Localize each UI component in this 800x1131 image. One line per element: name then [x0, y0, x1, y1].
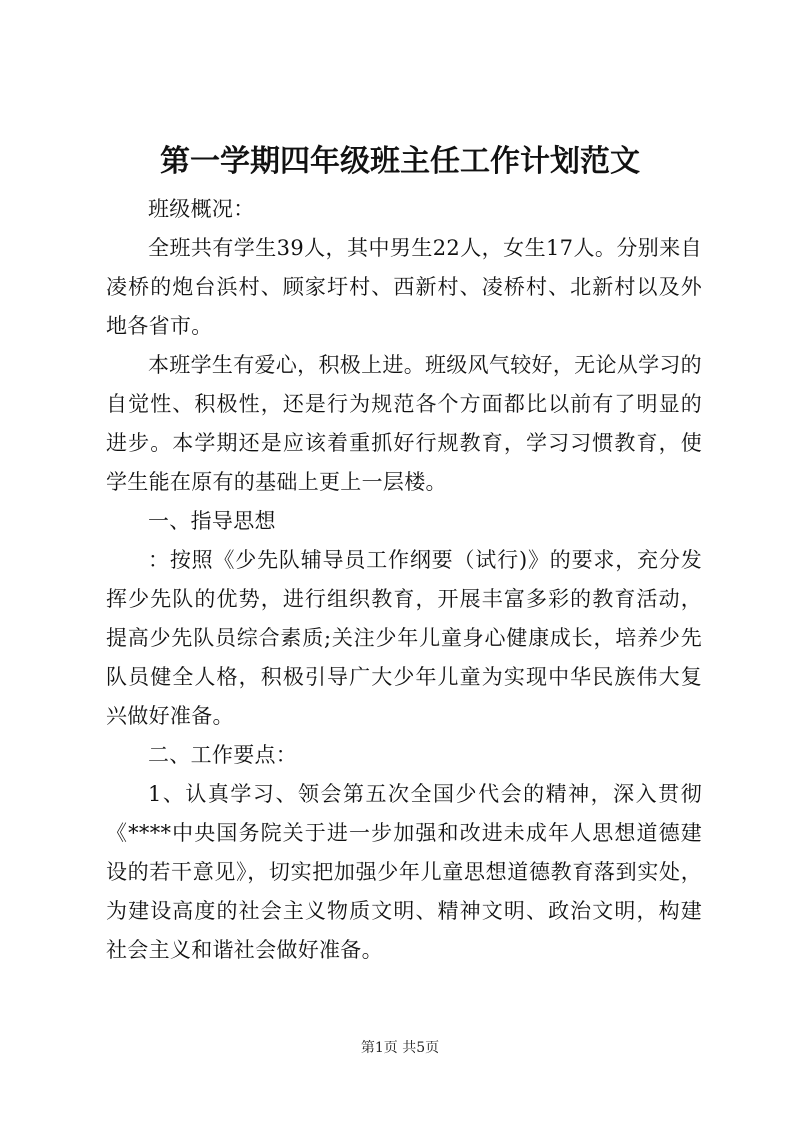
paragraph-work-point-1: 1、认真学习、领会第五次全国少代会的精神，深入贯彻《****中央国务院关于进一步加强和改进未成年人思想道德建设的若干意见》，切实把加强少年儿童思想道德教育落到实处，为建设高度的社会主义物质文明、精神文明、政治文明，构建社会主义和谐社会做好准备。 [106, 782, 702, 962]
paragraph-work-points-heading: 二、工作要点： [148, 743, 298, 767]
page-footer: 第1页 共5页 [360, 1040, 440, 1056]
paragraph-guiding-thought-heading: 一、指导思想 [148, 509, 276, 533]
document-body [106, 190, 702, 970]
document-title: 第一学期四年级班主任工作计划范文 [160, 144, 640, 179]
paragraph-class-overview-heading: 班级概况： [148, 197, 255, 221]
paragraph-class-character: 本班学生有爱心，积极上进。班级风气较好，无论从学习的自觉性、积极性，还是行为规范各个方面都比以前有了明显的进步。本学期还是应该着重抓好行规教育，学习习惯教育，使学生能在原有的基础上更上一层楼。 [106, 353, 702, 494]
paragraph-guiding-thought: ：按照《少先队辅导员工作纲要（试行)》的要求，充分发挥少先队的优势，进行组织教育，开展丰富多彩的教育活动，提高少先队员综合素质;关注少年儿童身心健康成长，培养少先队员健全人格，积极引导广大少年儿童为实现中华民族伟大复兴做好准备。 [106, 548, 702, 728]
paragraph-class-composition: 全班共有学生39人，其中男生22人，女生17人。分别来自凌桥的炮台浜村、顾家圩村、西新村、凌桥村、北新村以及外地各省市。 [106, 236, 702, 338]
